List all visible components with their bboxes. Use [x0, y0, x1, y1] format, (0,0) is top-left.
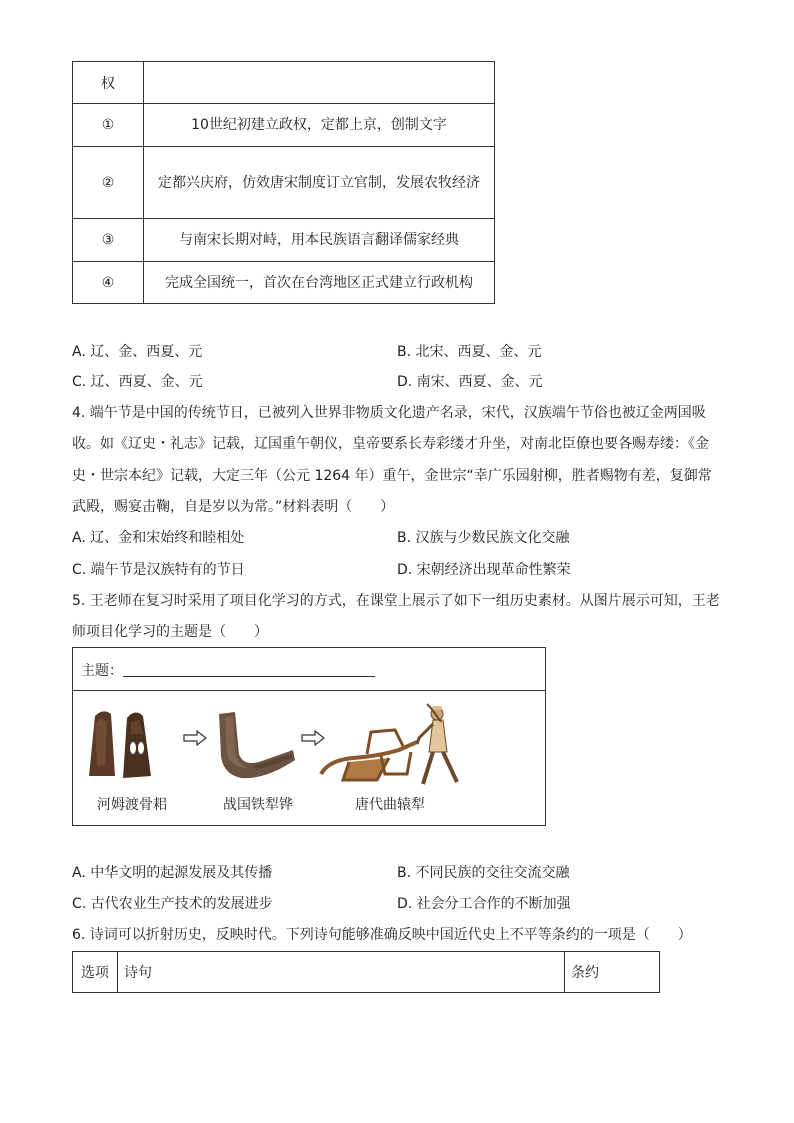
- row-label: ①: [73, 104, 144, 147]
- row-label: ②: [73, 147, 144, 219]
- bone-spade-image: [81, 704, 161, 784]
- figure-caption: 唐代曲辕犁: [355, 797, 425, 813]
- row-text: 10世纪初建立政权，定都上京，创制文字: [144, 104, 495, 147]
- table-header-cell: 条约: [565, 952, 660, 993]
- q3-option-d: D. 南宋、西夏、金、元: [397, 374, 543, 390]
- iron-ploughshare-image: [213, 708, 298, 783]
- figure-caption: 战国铁犁铧: [223, 797, 293, 813]
- table-row: [73, 104, 495, 147]
- q4-stem-line: 4. 端午节是中国的传统节日，已被列入世界非物质文化遗产名录，宋代，汉族端午节俗也被辽金两国吸: [72, 405, 706, 421]
- figure-header: [73, 648, 545, 691]
- curved-shaft-plough-image: [319, 702, 469, 788]
- theme-label: 主题：: [81, 663, 123, 679]
- table-header-cell: 选项: [73, 952, 118, 993]
- q5-option-d: D. 社会分工合作的不断加强: [397, 896, 571, 912]
- q5-option-c: C. 古代农业生产技术的发展进步: [72, 896, 273, 912]
- q3-option-b: B. 北宋、西夏、金、元: [397, 344, 542, 360]
- table-header-cell: 诗句: [118, 952, 565, 993]
- row-text: 定都兴庆府，仿效唐宋制度订立官制，发展农牧经济: [144, 147, 495, 219]
- row-text: 与南宋长期对峙，用本民族语言翻译儒家经典: [144, 219, 495, 262]
- table-row: [73, 219, 495, 262]
- q5-option-a: A. 中华文明的起源发展及其传播: [72, 865, 273, 881]
- q4-option-b: B. 汉族与少数民族文化交融: [397, 530, 570, 546]
- q4-stem-line: 收。如《辽史・礼志》记载，辽国重午朝仪，皇帝要系长寿彩缕才升坐，对南北臣僚也要各赐寿缕：《金: [72, 436, 709, 452]
- row-text: 完成全国统一，首次在台湾地区正式建立行政机构: [144, 262, 495, 304]
- q5-figure: [72, 647, 546, 826]
- table-header-cell: [144, 62, 495, 104]
- q4-option-a: A. 辽、金和宋始终和睦相处: [72, 530, 245, 546]
- regime-table: [72, 61, 495, 304]
- q3-option-c: C. 辽、西夏、金、元: [72, 374, 203, 390]
- q5-option-b: B. 不同民族的交往交流交融: [397, 865, 570, 881]
- table-row: [73, 952, 660, 993]
- table-header-cell: 权: [73, 62, 144, 104]
- q4-option-c: C. 端午节是汉族特有的节日: [72, 562, 245, 578]
- q4-stem-line: 史・世宗本纪》记载，大定三年（公元 1264 年）重午，金世宗“幸广乐园射柳，胜者赐物有差，复御常: [72, 468, 712, 484]
- table-row: [73, 262, 495, 304]
- row-label: ④: [73, 262, 144, 304]
- figure-caption: 河姆渡骨耜: [97, 797, 167, 813]
- q5-stem-line: 师项目化学习的主题是（ ）: [72, 624, 268, 640]
- theme-blank-line: [123, 676, 375, 677]
- q4-stem-line: 武殿，赐宴击鞠，自是岁以为常。”材料表明（ ）: [72, 499, 395, 515]
- q4-option-d: D. 宋朝经济出现革命性繁荣: [397, 562, 571, 578]
- table-row: [73, 62, 495, 104]
- q5-stem-line: 5. 王老师在复习时采用了项目化学习的方式，在课堂上展示了如下一组历史素材。从图片展示可知，王老: [72, 593, 720, 609]
- row-label: ③: [73, 219, 144, 262]
- q6-stem: 6. 诗词可以折射历史，反映时代。下列诗句能够准确反映中国近代史上不平等条约的一项是（ ）: [72, 927, 692, 943]
- q6-table: [72, 951, 660, 993]
- table-row: [73, 147, 495, 219]
- arrow-right-icon: [183, 730, 207, 746]
- q3-option-a: A. 辽、金、西夏、元: [72, 344, 203, 360]
